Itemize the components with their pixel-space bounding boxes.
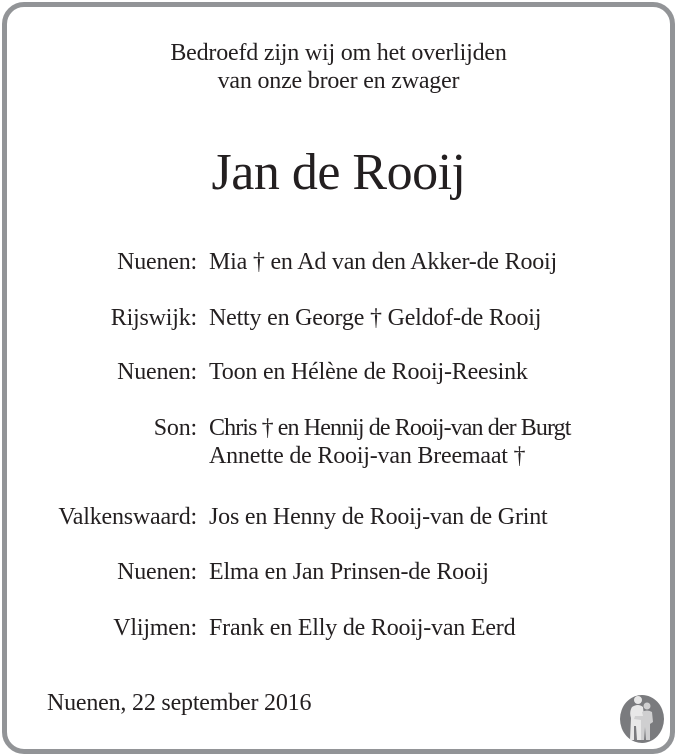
deceased-name: Jan de Rooij (211, 144, 466, 201)
relative-names (209, 503, 547, 531)
relative-place: Nuenen: (117, 249, 197, 275)
place-and-date: Nuenen, 22 september 2016 (47, 690, 312, 716)
relative-name-line: Annette de Rooij-van Breemaat † (209, 443, 526, 469)
relative-place: Vlijmen: (113, 615, 197, 641)
relative-name-line: Netty en George † Geldof-de Rooij (209, 305, 542, 331)
relative-name-line: Mia † en Ad van den Akker-de Rooij (209, 249, 557, 275)
relative-place: Son: (153, 415, 197, 441)
relative-names (209, 248, 557, 276)
relative-names (209, 414, 571, 470)
relative-place: Rijswijk: (110, 305, 197, 331)
relative-name-line: Jos en Henny de Rooij-van de Grint (209, 504, 548, 530)
relative-place: Valkenswaard: (58, 504, 197, 530)
relative-name-line: Chris † en Hennij de Rooij-van der Burgt (209, 415, 571, 441)
relative-names (209, 614, 515, 642)
relative-name-line: Elma en Jan Prinsen-de Rooij (209, 559, 489, 585)
relative-names (209, 558, 489, 586)
embracing-figures-icon (619, 694, 665, 744)
relative-names (209, 304, 541, 332)
relative-place: Nuenen: (117, 559, 197, 585)
intro-line-2: van onze broer en zwager (217, 68, 460, 94)
relative-name-line: Frank en Elly de Rooij-van Eerd (209, 615, 516, 641)
relative-names (209, 358, 528, 386)
intro-line-1: Bedroefd zijn wij om het overlijden (170, 40, 507, 66)
relative-name-line: Toon en Hélène de Rooij-Reesink (209, 359, 528, 385)
relative-place: Nuenen: (117, 359, 197, 385)
